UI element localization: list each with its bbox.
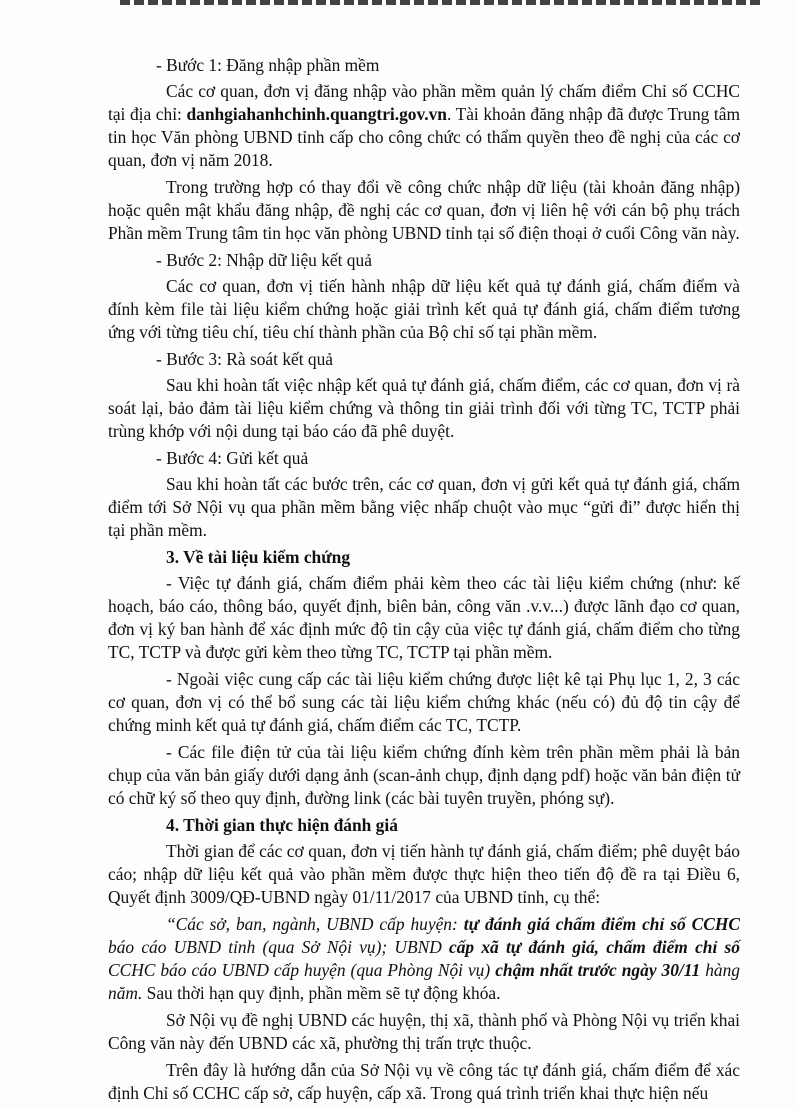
quote-part-f: chậm nhất trước ngày 30/11 [495,960,701,980]
quote-part-c: báo cáo UBND tỉnh (qua Sở Nội vụ); UBND [108,937,449,957]
paragraph-deploy: Sở Nội vụ đề nghị UBND các huyện, thị xã, thành phố và Phòng Nội vụ triển khai Công văn này đến UBND các xã, phường thị trấn trực thuộc. [108,1010,740,1053]
paragraph-evidence-2: - Ngoài việc cung cấp các tài liệu kiểm chứng được liệt kê tại Phụ lục 1, 2, 3 các cơ quan, đơn vị có thể bổ sung các tài liệu kiểm chứng khác (nếu có) đủ độ tin cậy để chứng minh kết quả tự đánh giá, chấm điểm các TC, TCTP. [108,669,740,735]
paragraph-submit: Sau khi hoàn tất các bước trên, các cơ quan, đơn vị gửi kết quả tự đánh giá, chấm điểm tới Sở Nội vụ qua phần mềm bằng việc nhấp chuột vào mục “gửi đi” được hiển thị tại phần mềm. [108,474,740,540]
section-heading-4: 4. Thời gian thực hiện đánh giá [166,815,398,835]
paragraph-evidence-3: - Các file điện tử của tài liệu kiểm chứng đính kèm trên phần mềm phải là bản chụp của văn bản giấy dưới dạng ảnh (scan-ảnh chụp, định dạng pdf) hoặc văn bản điện tử có chữ ký số theo quy định, đường link (các bài tuyên truyền, phóng sự). [108,742,740,808]
paragraph-account-change: Trong trường hợp có thay đổi về công chức nhập dữ liệu (tài khoản đăng nhập) hoặc quên mật khẩu đăng nhập, đề nghị các cơ quan, đơn vị liên hệ với cán bộ phụ trách Phần mềm Trung tâm tin học văn phòng UBND tỉnh tại số điện thoại ở cuối Công văn này. [108,177,740,243]
paragraph-enter-data: Các cơ quan, đơn vị tiến hành nhập dữ liệu kết quả tự đánh giá, chấm điểm và đính kèm file tài liệu kiểm chứng hoặc giải trình kết quả tự đánh giá, chấm điểm tương ứng với từng tiêu chí, tiêu chí thành phần của Bộ chỉ số tại phần mềm. [108,276,740,342]
quote-part-b: tự đánh giá chấm điểm chỉ số CCHC [463,914,740,934]
paragraph-login [108,80,740,172]
step-2: - Bước 2: Nhập dữ liệu kết quả [156,250,372,270]
page-top-edge [120,0,760,5]
quote-deadline [108,913,740,1005]
step-1: - Bước 1: Đăng nhập phần mềm [156,55,380,75]
paragraph-timeline: Thời gian để các cơ quan, đơn vị tiến hành tự đánh giá, chấm điểm; phê duyệt báo cáo; nhập dữ liệu kết quả vào phần mềm được thực hiện theo tiến độ đề ra tại Điều 6, Quyết định 3009/QĐ-UBND ngày 01/11/2017 của UBND tỉnh, cụ thể: [108,841,740,907]
section-heading-3: 3. Về tài liệu kiểm chứng [166,547,351,567]
quote-part-a: “Các sở, ban, ngành, UBND cấp huyện: [166,914,464,934]
paragraph-closing: Trên đây là hướng dẫn của Sở Nội vụ về công tác tự đánh giá, chấm điểm để xác định Chỉ số CCHC cấp sở, cấp huyện, cấp xã. Trong quá trình triển khai thực hiện nếu [108,1060,740,1103]
step-3: - Bước 3: Rà soát kết quả [156,349,334,369]
step-4: - Bước 4: Gửi kết quả [156,448,309,468]
document-page [108,54,740,1109]
paragraph-evidence-1: - Việc tự đánh giá, chấm điểm phải kèm theo các tài liệu kiểm chứng (như: kế hoạch, báo cáo, thông báo, quyết định, biên bản, công văn .v.v...) được lãnh đạo cơ quan, đơn vị ký ban hành để xác định mức độ tin cậy của việc tự đánh giá, chấm điểm cho từng TC, TCTP và được gửi kèm theo từng TC, TCTP tại phần mềm. [108,573,740,662]
quote-part-e: CCHC báo cáo UBND cấp huyện (qua Phòng Nội vụ) [108,960,496,980]
paragraph-login-text-a: Các cơ quan, đơn vị đăng nhập vào phần mềm quản lý chấm điểm Chỉ số CCHC tại địa chỉ: [108,81,740,124]
quote-part-g: hàng năm. [108,960,740,1003]
login-url: danhgiahanhchinh.quangtri.gov.vn [186,104,447,124]
paragraph-login-text-b: . Tài khoản đăng nhập đã được Trung tâm tin học Văn phòng UBND tỉnh cấp cho công chức có thẩm quyền theo đề nghị của các cơ quan, đơn vị năm 2018. [108,104,741,170]
quote-part-d: cấp xã tự đánh giá, chấm điểm chỉ số [449,937,740,957]
paragraph-review: Sau khi hoàn tất việc nhập kết quả tự đánh giá, chấm điểm, các cơ quan, đơn vị rà soát lại, bảo đảm tài liệu kiểm chứng và thông tin giải trình đối với từng TC, TCTP phải trùng khớp với nội dung tại báo cáo đã phê duyệt. [108,375,740,441]
quote-part-h: Sau thời hạn quy định, phần mềm sẽ tự động khóa. [142,983,501,1003]
